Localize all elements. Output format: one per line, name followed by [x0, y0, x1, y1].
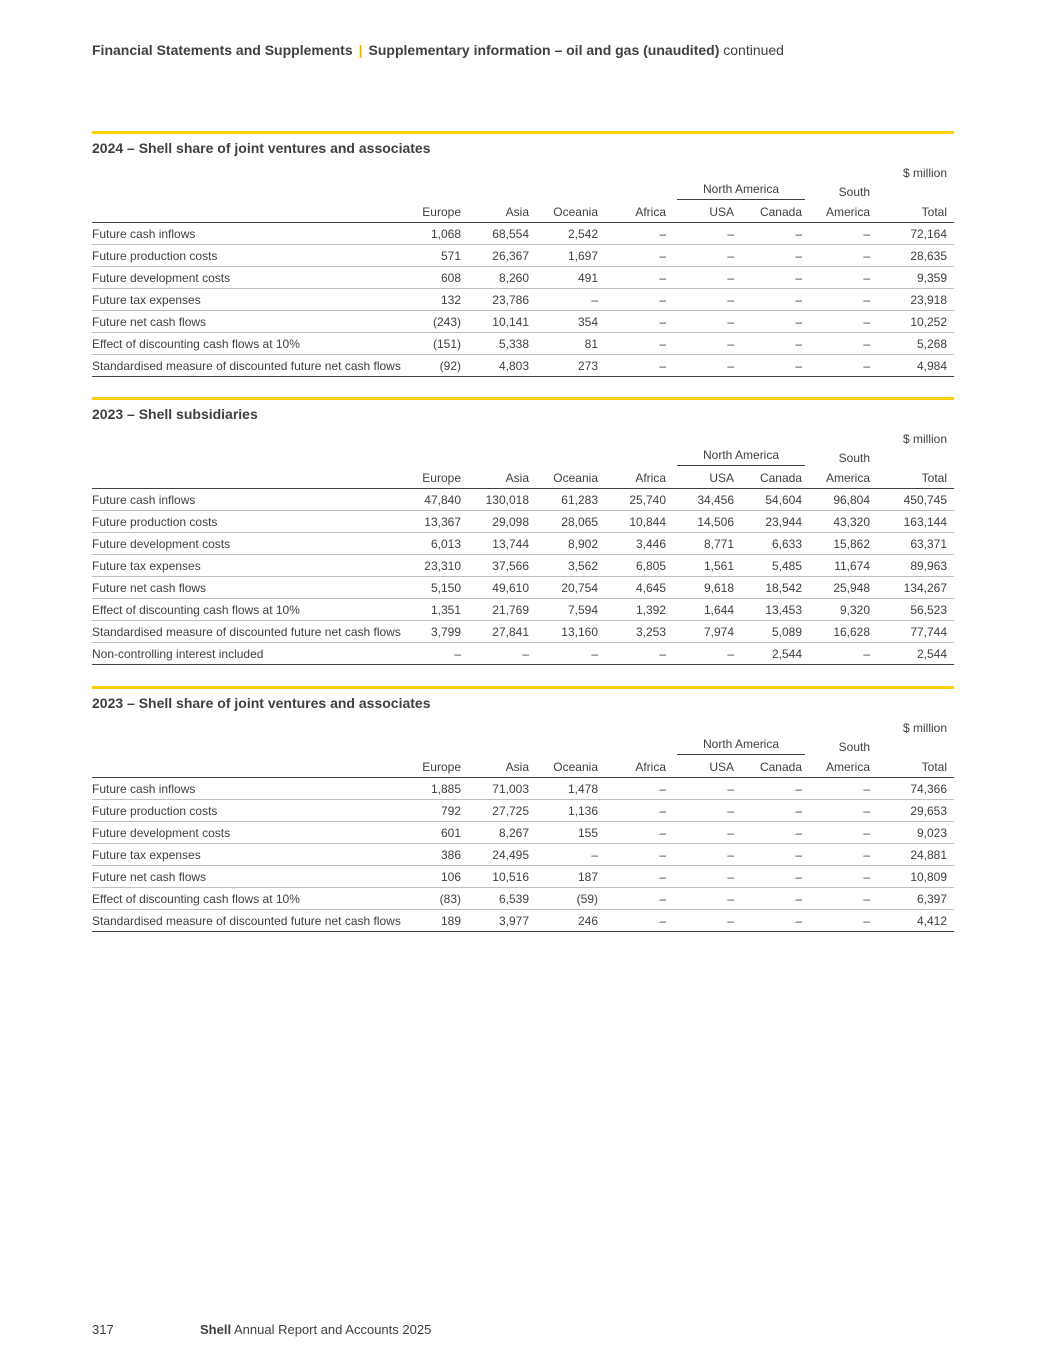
- report-title: Annual Report and Accounts 2025: [233, 1322, 432, 1337]
- cell-value: 601: [398, 822, 468, 844]
- unit-label: $ million: [902, 166, 947, 180]
- table-row: [92, 555, 954, 577]
- data-table: [92, 447, 954, 665]
- cell-value: 1,697: [536, 245, 605, 267]
- cell-value: 3,562: [536, 555, 605, 577]
- header-title: Supplementary information – oil and gas (unaudited): [368, 42, 720, 58]
- cell-value: 10,516: [468, 866, 536, 888]
- header-africa: Africa: [605, 466, 673, 489]
- cell-value: –: [741, 910, 809, 932]
- cell-value: (151): [398, 333, 468, 355]
- table-row: [92, 888, 954, 910]
- cell-value: 29,098: [468, 511, 536, 533]
- row-label: Future net cash flows: [92, 866, 398, 888]
- header-africa: Africa: [605, 755, 673, 778]
- cell-value: 8,771: [673, 533, 741, 555]
- cell-value: 1,392: [605, 599, 673, 621]
- cell-value: –: [673, 289, 741, 311]
- cell-value: 37,566: [468, 555, 536, 577]
- cell-value: 8,902: [536, 533, 605, 555]
- header-europe: Europe: [398, 755, 468, 778]
- cell-value: –: [809, 643, 877, 665]
- header-north-america: North America: [673, 736, 809, 755]
- cell-value: 491: [536, 267, 605, 289]
- cell-value: 71,003: [468, 778, 536, 800]
- header-asia: Asia: [468, 466, 536, 489]
- cell-value: –: [398, 643, 468, 665]
- cell-value: –: [809, 267, 877, 289]
- cell-value: 2,544: [741, 643, 809, 665]
- cell-value: –: [605, 289, 673, 311]
- row-label: Effect of discounting cash flows at 10%: [92, 599, 398, 621]
- table-row: [92, 621, 954, 643]
- cell-value: 26,367: [468, 245, 536, 267]
- cell-value: –: [809, 844, 877, 866]
- cell-value: –: [605, 800, 673, 822]
- cell-value: 5,089: [741, 621, 809, 643]
- cell-value: 74,366: [877, 778, 954, 800]
- row-label: Future production costs: [92, 245, 398, 267]
- header-north-america: North America: [673, 181, 809, 200]
- cell-value: –: [673, 778, 741, 800]
- cell-value: 1,068: [398, 223, 468, 245]
- cell-value: –: [673, 822, 741, 844]
- header-continued: continued: [723, 42, 784, 58]
- table-row: [92, 355, 954, 377]
- section-rule: [92, 686, 954, 689]
- cell-value: 1,561: [673, 555, 741, 577]
- cell-value: 5,485: [741, 555, 809, 577]
- cell-value: 130,018: [468, 489, 536, 511]
- table-row: [92, 245, 954, 267]
- cell-value: 23,786: [468, 289, 536, 311]
- cell-value: 608: [398, 267, 468, 289]
- header-europe: Europe: [398, 466, 468, 489]
- cell-value: –: [673, 866, 741, 888]
- table-row: [92, 599, 954, 621]
- cell-value: (243): [398, 311, 468, 333]
- cell-value: –: [673, 223, 741, 245]
- cell-value: 96,804: [809, 489, 877, 511]
- cell-value: –: [605, 333, 673, 355]
- cell-value: 386: [398, 844, 468, 866]
- page-number: 317: [92, 1322, 114, 1337]
- cell-value: 1,885: [398, 778, 468, 800]
- header-oceania: Oceania: [536, 200, 605, 223]
- cell-value: 9,320: [809, 599, 877, 621]
- table-row: [92, 533, 954, 555]
- table-row: [92, 643, 954, 665]
- cell-value: 3,799: [398, 621, 468, 643]
- cell-value: 354: [536, 311, 605, 333]
- cell-value: –: [673, 800, 741, 822]
- cell-value: 27,841: [468, 621, 536, 643]
- cell-value: 4,412: [877, 910, 954, 932]
- cell-value: 28,065: [536, 511, 605, 533]
- data-table: [92, 736, 954, 932]
- cell-value: 10,252: [877, 311, 954, 333]
- cell-value: –: [809, 888, 877, 910]
- cell-value: (83): [398, 888, 468, 910]
- page-header: [92, 42, 784, 58]
- cell-value: 450,745: [877, 489, 954, 511]
- cell-value: 1,644: [673, 599, 741, 621]
- cell-value: 10,809: [877, 866, 954, 888]
- header-total: Total: [877, 200, 954, 223]
- cell-value: –: [536, 289, 605, 311]
- header-america: America: [809, 466, 877, 489]
- cell-value: 43,320: [809, 511, 877, 533]
- cell-value: 792: [398, 800, 468, 822]
- cell-value: –: [741, 822, 809, 844]
- cell-value: –: [741, 267, 809, 289]
- table-section-2023-jv: [92, 686, 954, 932]
- header-oceania: Oceania: [536, 466, 605, 489]
- cell-value: –: [809, 822, 877, 844]
- header-north-america: North America: [673, 447, 809, 466]
- cell-value: 15,862: [809, 533, 877, 555]
- cell-value: 1,478: [536, 778, 605, 800]
- cell-value: 13,367: [398, 511, 468, 533]
- cell-value: 13,160: [536, 621, 605, 643]
- table-row: [92, 844, 954, 866]
- cell-value: 10,141: [468, 311, 536, 333]
- cell-value: 54,604: [741, 489, 809, 511]
- cell-value: 25,948: [809, 577, 877, 599]
- cell-value: 106: [398, 866, 468, 888]
- cell-value: 5,268: [877, 333, 954, 355]
- cell-value: 9,023: [877, 822, 954, 844]
- cell-value: –: [741, 223, 809, 245]
- cell-value: 47,840: [398, 489, 468, 511]
- unit-label: $ million: [902, 721, 947, 735]
- table-row: [92, 311, 954, 333]
- cell-value: 29,653: [877, 800, 954, 822]
- cell-value: 23,918: [877, 289, 954, 311]
- header-canada: Canada: [741, 755, 809, 778]
- cell-value: 8,260: [468, 267, 536, 289]
- cell-value: 163,144: [877, 511, 954, 533]
- cell-value: –: [673, 888, 741, 910]
- row-label: Future production costs: [92, 511, 398, 533]
- cell-value: –: [673, 643, 741, 665]
- cell-value: –: [605, 267, 673, 289]
- table-row: [92, 577, 954, 599]
- row-label: Effect of discounting cash flows at 10%: [92, 333, 398, 355]
- table-row: [92, 800, 954, 822]
- cell-value: 4,645: [605, 577, 673, 599]
- cell-value: –: [741, 844, 809, 866]
- page-footer: [92, 1322, 431, 1337]
- cell-value: 63,371: [877, 533, 954, 555]
- cell-value: –: [741, 311, 809, 333]
- cell-value: 7,974: [673, 621, 741, 643]
- header-separator: |: [358, 42, 363, 58]
- cell-value: –: [536, 643, 605, 665]
- cell-value: –: [605, 866, 673, 888]
- row-label: Standardised measure of discounted future net cash flows: [92, 621, 398, 643]
- table-row: [92, 289, 954, 311]
- row-label: Future tax expenses: [92, 555, 398, 577]
- cell-value: 3,977: [468, 910, 536, 932]
- section-rule: [92, 131, 954, 134]
- cell-value: 21,769: [468, 599, 536, 621]
- table-row: [92, 223, 954, 245]
- cell-value: 273: [536, 355, 605, 377]
- cell-value: –: [741, 289, 809, 311]
- header-usa: USA: [673, 200, 741, 223]
- header-asia: Asia: [468, 755, 536, 778]
- section-rule: [92, 397, 954, 400]
- cell-value: 23,944: [741, 511, 809, 533]
- cell-value: 4,984: [877, 355, 954, 377]
- table-row: [92, 866, 954, 888]
- cell-value: 246: [536, 910, 605, 932]
- cell-value: 23,310: [398, 555, 468, 577]
- row-label: Standardised measure of discounted future net cash flows: [92, 355, 398, 377]
- cell-value: 7,594: [536, 599, 605, 621]
- cell-value: 2,544: [877, 643, 954, 665]
- table-title: 2023 – Shell subsidiaries: [92, 406, 258, 422]
- table-row: [92, 910, 954, 932]
- cell-value: 3,253: [605, 621, 673, 643]
- cell-value: –: [809, 289, 877, 311]
- cell-value: 187: [536, 866, 605, 888]
- cell-value: –: [809, 778, 877, 800]
- cell-value: –: [605, 223, 673, 245]
- cell-value: 25,740: [605, 489, 673, 511]
- cell-value: 81: [536, 333, 605, 355]
- cell-value: 155: [536, 822, 605, 844]
- row-label: Future cash inflows: [92, 223, 398, 245]
- row-label: Future net cash flows: [92, 577, 398, 599]
- cell-value: 5,338: [468, 333, 536, 355]
- cell-value: 2,542: [536, 223, 605, 245]
- header-europe: Europe: [398, 200, 468, 223]
- cell-value: –: [605, 910, 673, 932]
- data-table: [92, 181, 954, 377]
- row-label: Future development costs: [92, 267, 398, 289]
- cell-value: 18,542: [741, 577, 809, 599]
- cell-value: –: [673, 245, 741, 267]
- row-label: Future development costs: [92, 822, 398, 844]
- cell-value: –: [536, 844, 605, 866]
- cell-value: –: [741, 778, 809, 800]
- cell-value: –: [673, 267, 741, 289]
- cell-value: 28,635: [877, 245, 954, 267]
- cell-value: –: [741, 866, 809, 888]
- cell-value: 6,805: [605, 555, 673, 577]
- cell-value: –: [605, 844, 673, 866]
- cell-value: –: [673, 311, 741, 333]
- cell-value: 9,359: [877, 267, 954, 289]
- cell-value: 571: [398, 245, 468, 267]
- cell-value: –: [809, 866, 877, 888]
- header-america: America: [809, 200, 877, 223]
- cell-value: –: [741, 245, 809, 267]
- row-label: Effect of discounting cash flows at 10%: [92, 888, 398, 910]
- cell-value: –: [673, 844, 741, 866]
- cell-value: –: [605, 822, 673, 844]
- row-label: Non-controlling interest included: [92, 643, 398, 665]
- row-label: Future cash inflows: [92, 778, 398, 800]
- cell-value: 1,351: [398, 599, 468, 621]
- cell-value: 189: [398, 910, 468, 932]
- cell-value: 6,539: [468, 888, 536, 910]
- cell-value: –: [673, 910, 741, 932]
- cell-value: –: [605, 778, 673, 800]
- cell-value: 77,744: [877, 621, 954, 643]
- cell-value: 34,456: [673, 489, 741, 511]
- cell-value: (92): [398, 355, 468, 377]
- table-row: [92, 489, 954, 511]
- cell-value: –: [809, 223, 877, 245]
- cell-value: 10,844: [605, 511, 673, 533]
- row-label: Future development costs: [92, 533, 398, 555]
- header-south-america: South: [838, 740, 871, 754]
- cell-value: 61,283: [536, 489, 605, 511]
- cell-value: 134,267: [877, 577, 954, 599]
- cell-value: –: [605, 245, 673, 267]
- cell-value: 6,633: [741, 533, 809, 555]
- cell-value: 24,495: [468, 844, 536, 866]
- cell-value: –: [468, 643, 536, 665]
- cell-value: 27,725: [468, 800, 536, 822]
- table-row: [92, 822, 954, 844]
- cell-value: –: [673, 355, 741, 377]
- header-usa: USA: [673, 755, 741, 778]
- cell-value: –: [741, 888, 809, 910]
- cell-value: –: [605, 311, 673, 333]
- header-section: Financial Statements and Supplements: [92, 42, 353, 58]
- header-total: Total: [877, 466, 954, 489]
- cell-value: –: [809, 333, 877, 355]
- header-asia: Asia: [468, 200, 536, 223]
- header-oceania: Oceania: [536, 755, 605, 778]
- cell-value: 5,150: [398, 577, 468, 599]
- cell-value: 24,881: [877, 844, 954, 866]
- header-south-america: South: [838, 185, 871, 199]
- row-label: Future tax expenses: [92, 844, 398, 866]
- header-america: America: [809, 755, 877, 778]
- unit-label: $ million: [902, 432, 947, 446]
- cell-value: (59): [536, 888, 605, 910]
- cell-value: 11,674: [809, 555, 877, 577]
- header-canada: Canada: [741, 200, 809, 223]
- cell-value: 13,453: [741, 599, 809, 621]
- cell-value: –: [741, 355, 809, 377]
- cell-value: 8,267: [468, 822, 536, 844]
- table-row: [92, 333, 954, 355]
- cell-value: –: [809, 245, 877, 267]
- header-total: Total: [877, 755, 954, 778]
- cell-value: –: [741, 333, 809, 355]
- cell-value: 6,013: [398, 533, 468, 555]
- brand-name: Shell: [200, 1322, 232, 1337]
- cell-value: 9,618: [673, 577, 741, 599]
- cell-value: –: [605, 355, 673, 377]
- table-row: [92, 267, 954, 289]
- cell-value: 49,610: [468, 577, 536, 599]
- cell-value: 68,554: [468, 223, 536, 245]
- table-section-2023-subsidiaries: [92, 397, 954, 665]
- table-section-2024-jv: [92, 131, 954, 377]
- header-south-america: South: [838, 451, 871, 465]
- cell-value: –: [809, 800, 877, 822]
- cell-value: –: [605, 888, 673, 910]
- cell-value: 6,397: [877, 888, 954, 910]
- cell-value: –: [809, 311, 877, 333]
- header-canada: Canada: [741, 466, 809, 489]
- cell-value: –: [605, 643, 673, 665]
- cell-value: –: [809, 355, 877, 377]
- cell-value: 1,136: [536, 800, 605, 822]
- cell-value: 4,803: [468, 355, 536, 377]
- cell-value: –: [673, 333, 741, 355]
- cell-value: –: [741, 800, 809, 822]
- cell-value: 3,446: [605, 533, 673, 555]
- row-label: Future net cash flows: [92, 311, 398, 333]
- header-usa: USA: [673, 466, 741, 489]
- header-africa: Africa: [605, 200, 673, 223]
- row-label: Future cash inflows: [92, 489, 398, 511]
- table-title: 2024 – Shell share of joint ventures and associates: [92, 140, 431, 156]
- table-row: [92, 511, 954, 533]
- cell-value: 72,164: [877, 223, 954, 245]
- cell-value: 132: [398, 289, 468, 311]
- cell-value: 14,506: [673, 511, 741, 533]
- cell-value: 16,628: [809, 621, 877, 643]
- cell-value: 89,963: [877, 555, 954, 577]
- table-title: 2023 – Shell share of joint ventures and associates: [92, 695, 431, 711]
- cell-value: 20,754: [536, 577, 605, 599]
- cell-value: 56,523: [877, 599, 954, 621]
- cell-value: –: [809, 910, 877, 932]
- row-label: Standardised measure of discounted future net cash flows: [92, 910, 398, 932]
- table-row: [92, 778, 954, 800]
- cell-value: 13,744: [468, 533, 536, 555]
- row-label: Future production costs: [92, 800, 398, 822]
- row-label: Future tax expenses: [92, 289, 398, 311]
